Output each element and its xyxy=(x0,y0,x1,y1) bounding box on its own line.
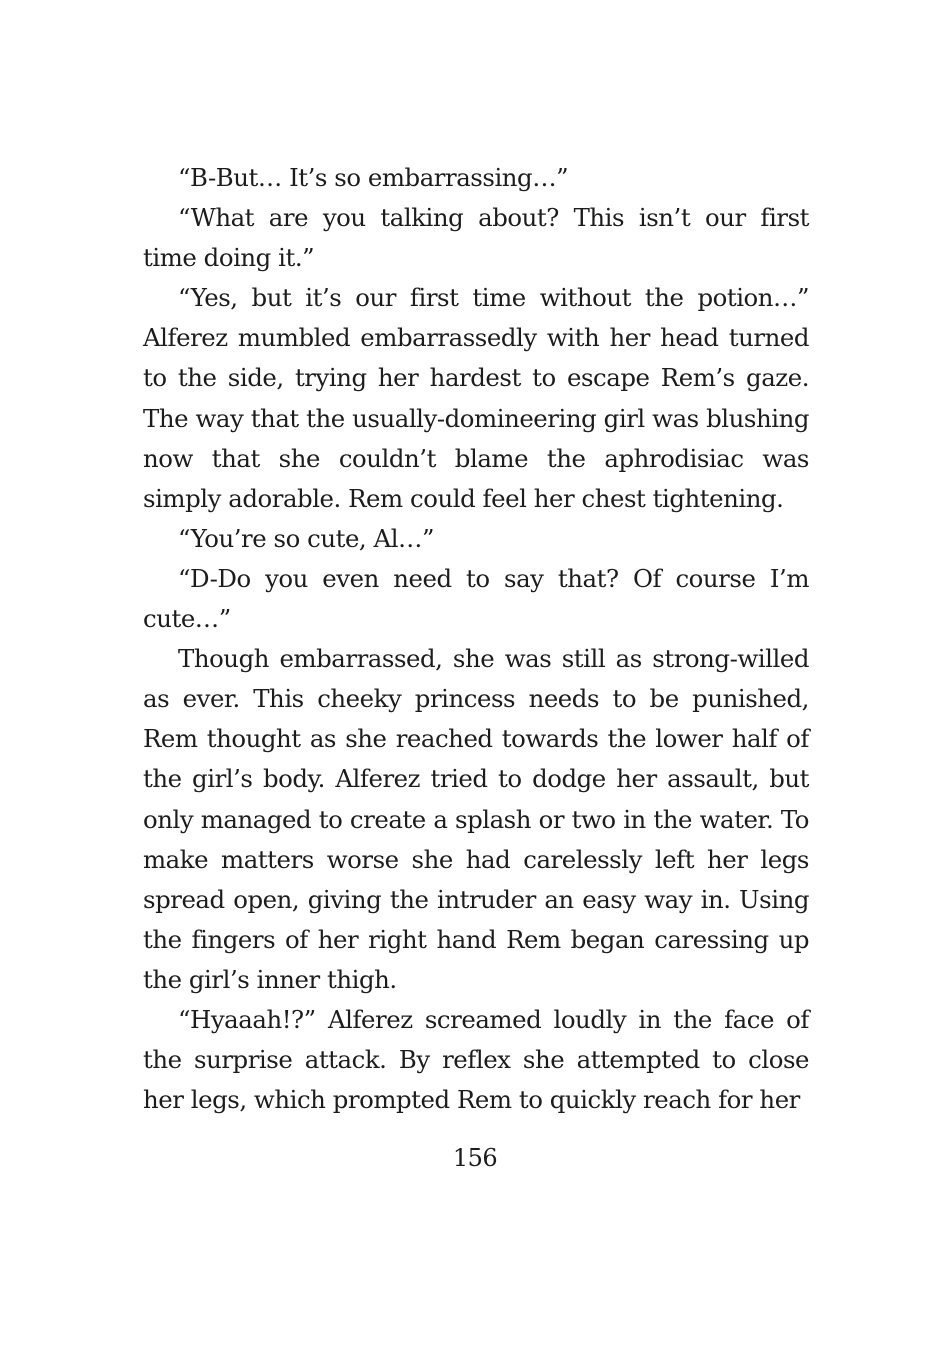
paragraph-3: “Yes, but it’s our first time without the potion…” Alferez mumbled embarrassedly with her head turned to the side, trying her hardest to escape Rem’s gaze. The way that the usually-domineering girl was blushing now that she couldn’t blame the aphrodisiac was simply adorable. Rem could feel her chest tightening. xyxy=(143,283,809,513)
body-text xyxy=(143,158,809,1120)
paragraph-1: “B-But… It’s so embarrassing…” xyxy=(178,163,569,192)
paragraph-6: Though embarrassed, she was still as strong-willed as ever. This cheeky princess needs to be punished, Rem thought as she reached towards the lower half of the girl’s body. Alferez tried to dodge her assault, but only managed to create a splash or two in the water. To make matters worse she had carelessly left her legs spread open, giving the intruder an easy way in. Using the fingers of her right hand Rem began caressing up the girl’s inner thigh. xyxy=(143,644,809,994)
page-number: 156 xyxy=(452,1144,498,1172)
paragraph-2: “What are you talking about? This isn’t our first time doing it.” xyxy=(143,203,809,273)
paragraph-7: “Hyaaah!?” Alferez screamed loudly in the face of the surprise attack. By reflex she attempted to close her legs, which prompted Rem to quickly reach for her xyxy=(143,1004,809,1115)
paragraph-5: “D-Do you even need to say that? Of course I’m cute…” xyxy=(143,563,809,634)
paragraph-4: “You’re so cute, Al…” xyxy=(178,523,435,553)
